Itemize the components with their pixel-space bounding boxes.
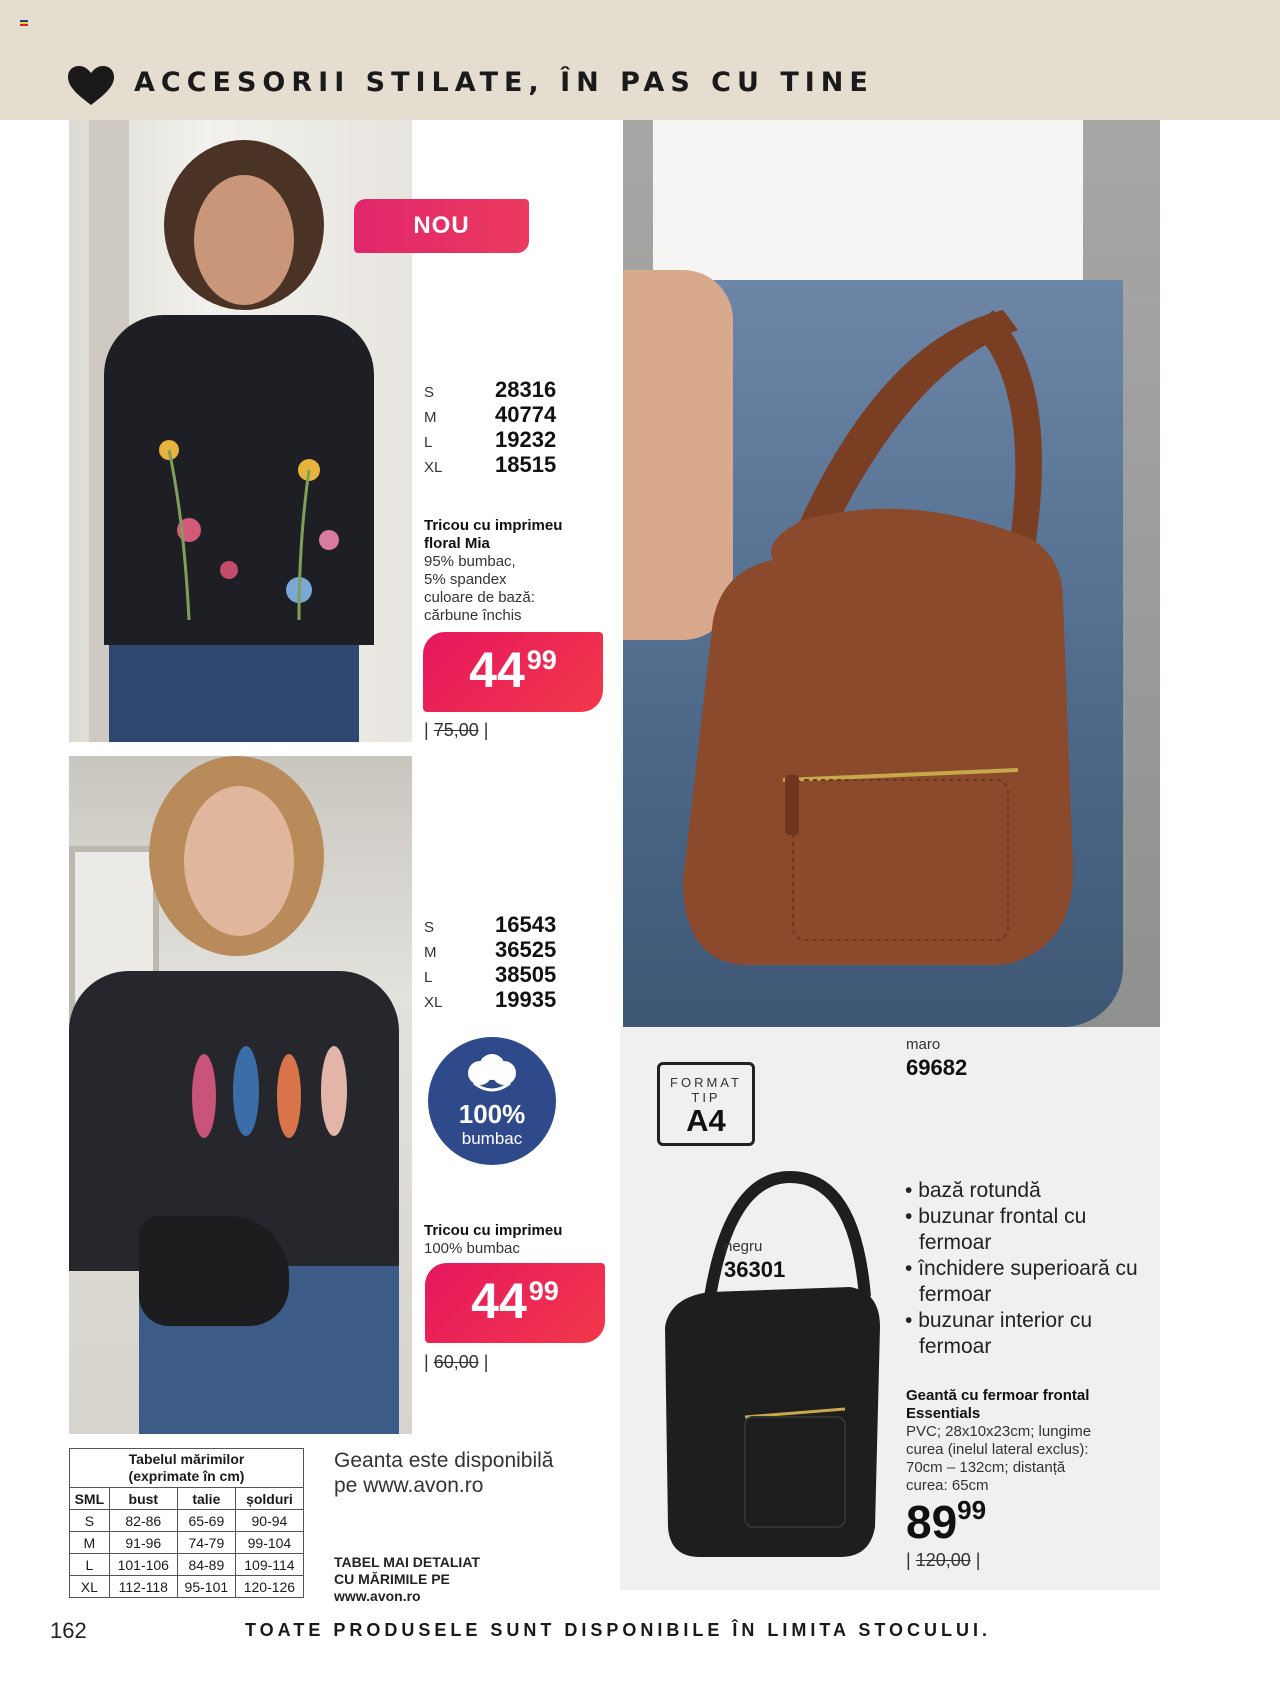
size-table-title xyxy=(69,1448,304,1487)
table-cell: 90-94 xyxy=(235,1510,303,1532)
product2-description: 100% bumbac xyxy=(424,1240,520,1257)
table-cell: 99-104 xyxy=(235,1532,303,1554)
table-cell: 65-69 xyxy=(177,1510,235,1532)
code-row xyxy=(424,452,556,477)
size-label: L xyxy=(424,434,433,451)
product1-price xyxy=(423,632,603,712)
product-name-line: Tricou cu imprimeu xyxy=(424,517,563,534)
table-cell: 84-89 xyxy=(177,1554,235,1576)
detail-table-note xyxy=(334,1554,480,1605)
product-code: 19232 xyxy=(495,427,557,452)
page-header xyxy=(0,0,1280,120)
feature-item: • buzunar interior cu fermoar xyxy=(905,1308,1095,1360)
size-table-title-line: Tabelul mărimilor xyxy=(128,1451,245,1467)
availability-link[interactable]: pe www.avon.ro xyxy=(334,1474,484,1497)
product-code: 16543 xyxy=(495,912,557,937)
table-cell: L xyxy=(70,1554,110,1576)
size-table-subtitle: (exprimate în cm) xyxy=(128,1468,245,1484)
cotton-icon xyxy=(464,1053,520,1097)
table-row xyxy=(70,1576,304,1598)
old-price-value: 60,00 xyxy=(433,1352,479,1372)
page-title: ACCESORII STILATE, ÎN PAS CU TINE xyxy=(134,67,874,98)
black-bag xyxy=(640,1147,890,1567)
old-price-value: 120,00 xyxy=(915,1550,971,1570)
old-price-value: 75,00 xyxy=(433,720,479,740)
cotton-label: bumbac xyxy=(461,1129,523,1148)
price-decimal: 99 xyxy=(526,645,557,675)
bag-description xyxy=(906,1423,1091,1495)
product1-description xyxy=(424,553,535,625)
product2-price xyxy=(425,1263,605,1343)
product-code: 38505 xyxy=(495,962,557,987)
table-row xyxy=(70,1510,304,1532)
new-badge: NOU xyxy=(354,199,529,253)
product-code: 36525 xyxy=(495,937,557,962)
bag-old-price: | 120,00 | xyxy=(906,1550,981,1570)
detail-note-line: CU MĂRIMILE PE xyxy=(334,1571,450,1587)
table-header-row xyxy=(70,1488,304,1510)
table-cell: 101-106 xyxy=(109,1554,177,1576)
table-cell: 74-79 xyxy=(177,1532,235,1554)
feature-item: • închidere superioară cu fermoar xyxy=(905,1256,1145,1308)
bag-features xyxy=(905,1178,1145,1360)
desc-line: curea (inelul lateral exclus): xyxy=(906,1441,1089,1458)
column-header: șolduri xyxy=(235,1488,303,1510)
code-row xyxy=(424,937,556,962)
table-cell: 112-118 xyxy=(109,1576,177,1598)
column-header: talie xyxy=(177,1488,235,1510)
price-integer: 89 xyxy=(906,1496,958,1548)
availability-note xyxy=(334,1448,554,1498)
product2-old-price: | 60,00 | xyxy=(424,1352,489,1372)
table-cell: 109-114 xyxy=(235,1554,303,1576)
code-row xyxy=(424,987,556,1012)
size-label: XL xyxy=(424,459,443,476)
brown-bag xyxy=(673,220,1123,1010)
table-cell: 120-126 xyxy=(235,1576,303,1598)
color1-code: 69682 xyxy=(906,1055,968,1080)
product-code: 18515 xyxy=(495,452,557,477)
format-size: A4 xyxy=(686,1103,726,1138)
product-photo-brown-bag xyxy=(623,120,1160,1027)
color2-label: negru xyxy=(724,1238,763,1255)
page-number: 162 xyxy=(50,1618,87,1643)
product1-old-price: | 75,00 | xyxy=(424,720,489,740)
price-integer: 44 xyxy=(469,642,525,698)
product-photo-feather-tshirt xyxy=(69,756,412,1434)
size-label: M xyxy=(424,944,437,961)
code-row xyxy=(424,962,556,987)
table-cell: S xyxy=(70,1510,110,1532)
price-decimal: 99 xyxy=(957,1495,987,1525)
detail-note-line: TABEL MAI DETALIAT xyxy=(334,1554,480,1570)
size-label: XL xyxy=(424,994,443,1011)
code-row xyxy=(424,377,556,402)
bag-price xyxy=(906,1495,986,1549)
product-name-line: Essentials xyxy=(906,1405,981,1422)
desc-line: 95% bumbac, xyxy=(424,553,516,570)
detail-note-link[interactable]: www.avon.ro xyxy=(334,1588,421,1604)
product-code: 40774 xyxy=(495,402,557,427)
cotton-percent: 100% xyxy=(458,1099,526,1129)
column-header: bust xyxy=(109,1488,177,1510)
size-label: S xyxy=(424,384,435,401)
price-decimal: 99 xyxy=(528,1276,559,1306)
product2-name: Tricou cu imprimeu xyxy=(424,1222,563,1239)
size-table xyxy=(69,1448,304,1598)
table-cell: M xyxy=(70,1532,110,1554)
feature-item: • bază rotundă xyxy=(905,1178,1145,1204)
availability-line: Geanta este disponibilă xyxy=(334,1449,554,1472)
format-a4-badge xyxy=(657,1062,755,1146)
desc-line: PVC; 28x10x23cm; lungime xyxy=(906,1423,1092,1440)
format-label: FORMAT xyxy=(670,1075,742,1090)
table-cell: 95-101 xyxy=(177,1576,235,1598)
product-code: 19935 xyxy=(495,987,557,1012)
table-cell: 82-86 xyxy=(109,1510,177,1532)
color1-label: maro xyxy=(906,1036,941,1053)
product1-name xyxy=(424,517,562,553)
heart-icon xyxy=(68,66,114,106)
desc-line: curea: 65cm xyxy=(906,1477,989,1494)
format-type-label: TIP xyxy=(691,1090,721,1105)
product2-codes xyxy=(424,912,556,1012)
code-row xyxy=(424,427,556,452)
price-integer: 44 xyxy=(471,1273,527,1329)
desc-line: 5% spandex xyxy=(424,571,507,588)
flag-icon xyxy=(20,20,28,26)
product1-codes xyxy=(424,377,556,477)
column-header: SML xyxy=(70,1488,110,1510)
table-row xyxy=(70,1554,304,1576)
code-row xyxy=(424,402,556,427)
bag-name xyxy=(906,1387,1089,1423)
color2-code: 36301 xyxy=(724,1257,786,1282)
feather-print-icon xyxy=(184,1046,364,1146)
product-code: 28316 xyxy=(495,377,557,402)
belt-bag xyxy=(139,1216,289,1326)
desc-line: 70cm – 132cm; distanță xyxy=(906,1459,1066,1476)
table-row xyxy=(70,1532,304,1554)
size-label: M xyxy=(424,409,437,426)
code-row xyxy=(424,912,556,937)
size-label: S xyxy=(424,919,435,936)
size-label: L xyxy=(424,969,433,986)
stock-disclaimer: TOATE PRODUSELE SUNT DISPONIBILE ÎN LIMITA STOCULUI. xyxy=(245,1620,992,1640)
table-cell: XL xyxy=(70,1576,110,1598)
table-cell: 91-96 xyxy=(109,1532,177,1554)
desc-line: culoare de bază: xyxy=(424,589,535,606)
desc-line: cărbune închis xyxy=(424,607,522,624)
cotton-badge xyxy=(428,1037,556,1165)
product-name-line: floral Mia xyxy=(424,535,490,552)
feature-item: • buzunar frontal cu fermoar xyxy=(905,1204,1095,1256)
product-name-line: Geantă cu fermoar frontal xyxy=(906,1387,1090,1404)
floral-print-icon xyxy=(129,370,369,630)
